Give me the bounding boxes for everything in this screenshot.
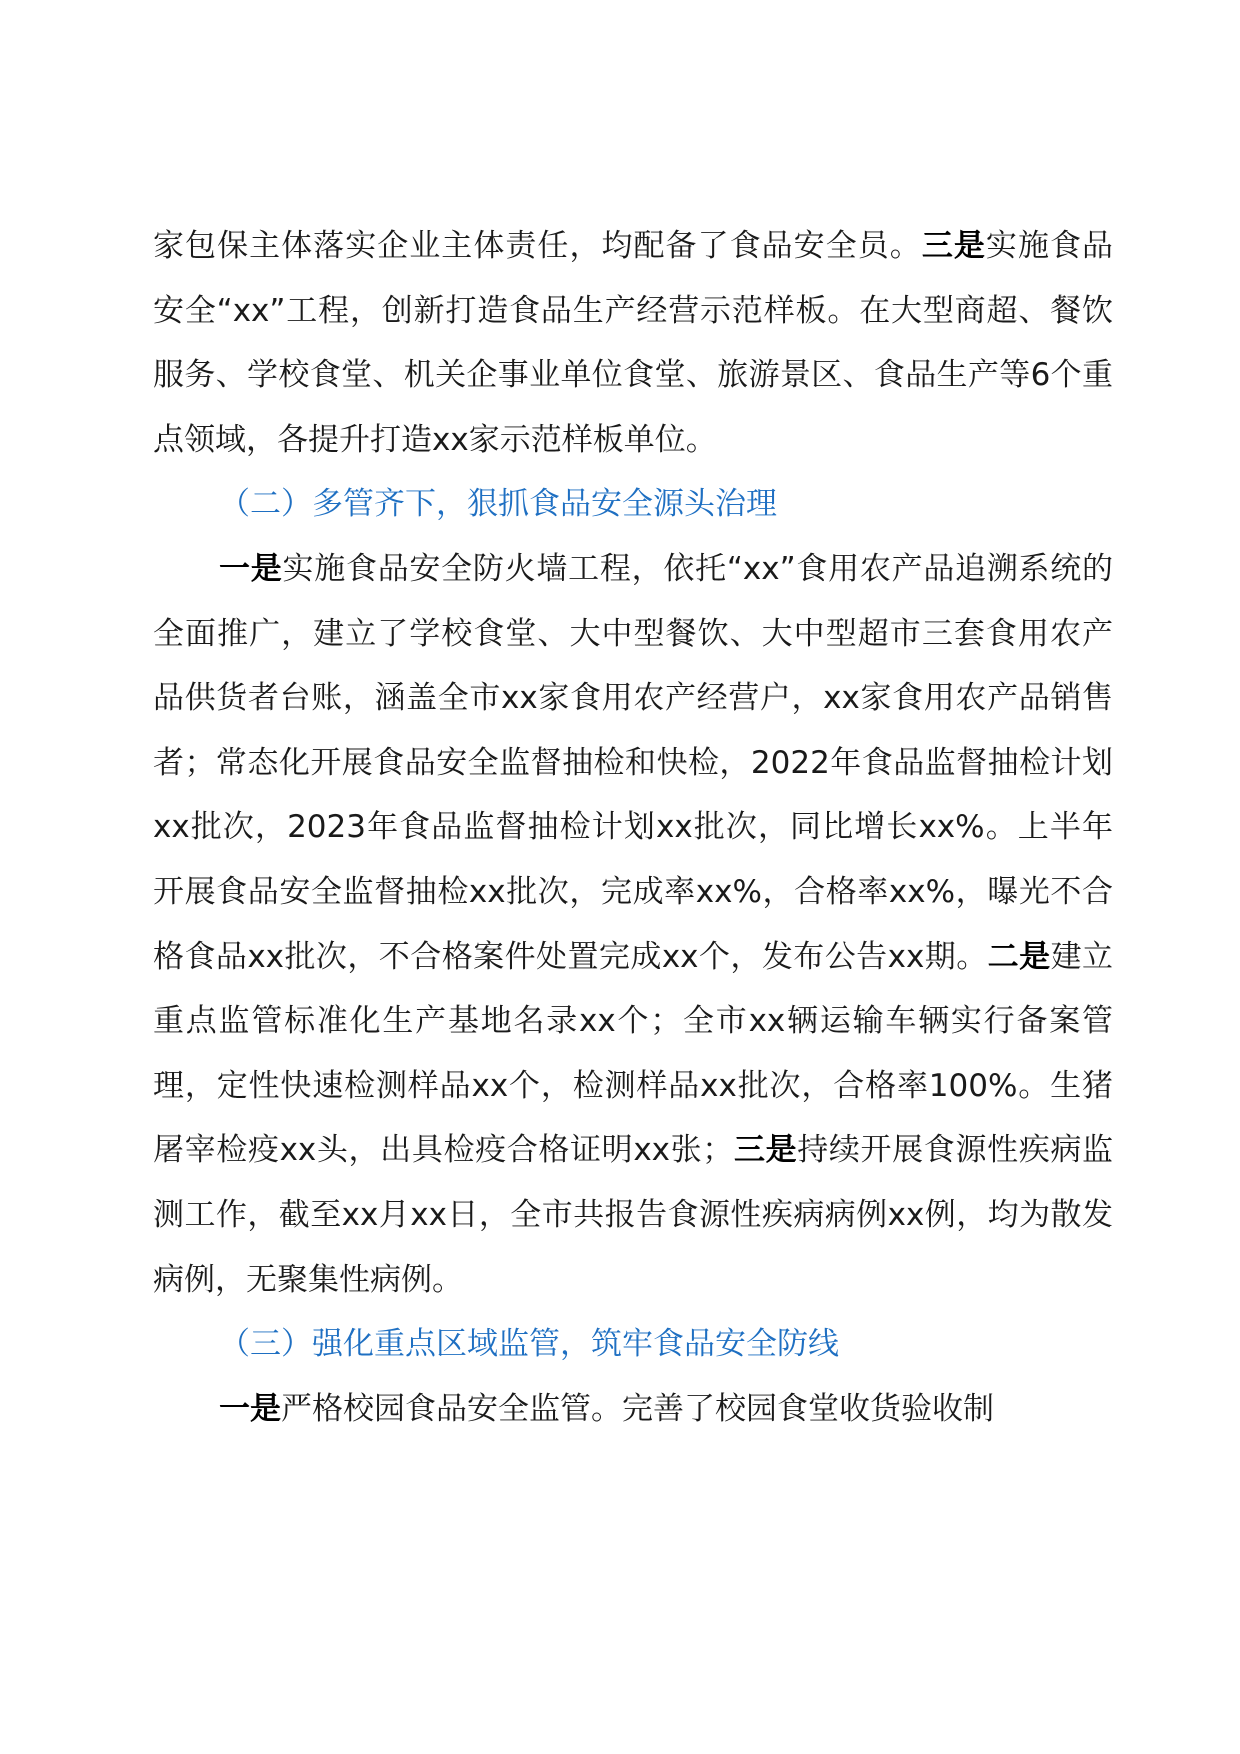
paragraph-2-text-3: 持续开展食源性疾病监测工作，截至xx月xx日，全市共报告食源性疾病病例xx例，均为散发病例，无聚集性病例。 — [153, 1132, 1114, 1298]
paragraph-1-text-1: 家包保主体落实企业主体责任，均配备了食品安全员。 — [153, 228, 922, 264]
lead-phrase-san-shi: 三是 — [733, 1132, 798, 1169]
paragraph-2-text-2: 建立重点监管标准化生产基地名录xx个；全市xx辆运输车辆实行备案管理，定性快速检测样品xx个，检测样品xx批次，合格率100%。生猪屠宰检疫xx头，出具检疫合格证明xx张； — [153, 938, 1114, 1169]
paragraph-3-text-1: 严格校园食品安全监管。完善了校园食堂收货验收制 — [281, 1390, 994, 1427]
section-heading-2: （二）多管齐下，狠抓食品安全源头治理 — [219, 486, 777, 523]
paragraph-1 — [153, 214, 1113, 472]
section-heading-3: （三）强化重点区域监管，筑牢食品安全防线 — [219, 1326, 839, 1363]
paragraph-2 — [153, 537, 1113, 1312]
paragraph-1-text-2: 实施食品安全“xx”工程，创新打造食品生产经营示范样板。在大型商超、餐饮服务、学校食堂、机关企事业单位食堂、旅游景区、食品生产等6个重点领域，各提升打造xx家示范样板单位。 — [153, 228, 1114, 458]
lead-phrase-san-shi: 三是 — [921, 228, 986, 264]
paragraph-2-text-1: 实施食品安全防火墙工程，依托“xx”食用农产品追溯系统的全面推广，建立了学校食堂、大中型餐饮、大中型超市三套食用农产品供货者台账，涵盖全市xx家食用农产经营户，xx家食用农产品销售者；常态化开展食品安全监督抽检和快检，2022年食品监督抽检计划xx批次，2023年食品监督抽检计划xx批次，同比增长xx%。上半年开展食品安全监督抽检xx批次，完成率xx%，合格率xx%，曝光不合格食品xx批次，不合格案件处置完成xx个，发布公告xx期。 — [153, 550, 1114, 975]
lead-phrase-yi-shi: 一是 — [219, 550, 283, 587]
paragraph-3 — [153, 1377, 1113, 1442]
lead-phrase-er-shi: 二是 — [987, 938, 1051, 975]
lead-phrase-yi-shi: 一是 — [219, 1390, 281, 1427]
document-body — [153, 214, 1113, 1441]
